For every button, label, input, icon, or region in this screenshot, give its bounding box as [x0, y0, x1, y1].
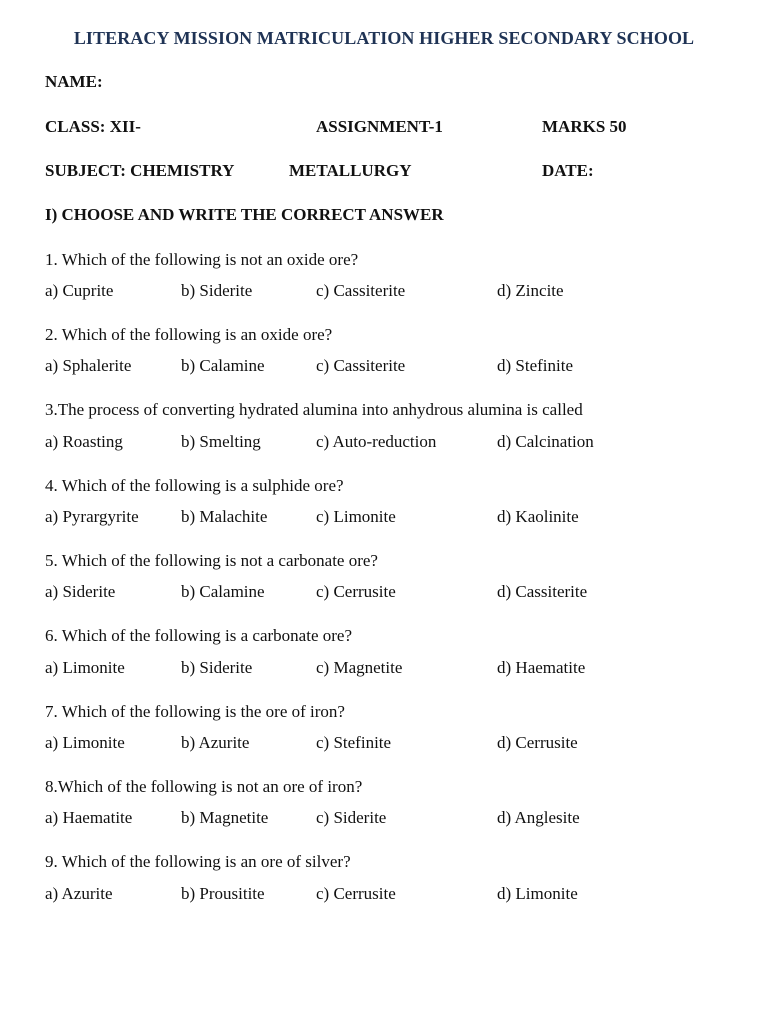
option-b: b) Azurite	[181, 733, 250, 752]
option-d: d) Anglesite	[497, 808, 580, 827]
name-label: NAME:	[45, 72, 103, 91]
option-a: a) Sphalerite	[45, 356, 132, 375]
option-c: c) Auto-reduction	[316, 432, 437, 451]
option-c: c) Cerrusite	[316, 582, 396, 601]
option-c: c) Siderite	[316, 808, 387, 827]
question-text: 9. Which of the following is an ore of silver?	[45, 852, 351, 871]
option-d: d) Kaolinite	[497, 507, 579, 526]
option-a: a) Roasting	[45, 432, 123, 451]
question-text: 1. Which of the following is not an oxide ore?	[45, 250, 359, 269]
option-c: c) Cassiterite	[316, 356, 406, 375]
option-a: a) Limonite	[45, 658, 125, 677]
option-b: b) Calamine	[181, 582, 265, 601]
question-text: 5. Which of the following is not a carbonate ore?	[45, 551, 378, 570]
option-b: b) Malachite	[181, 507, 268, 526]
school-title: LITERACY MISSION MATRICULATION HIGHER SECONDARY SCHOOL	[73, 28, 695, 48]
option-b: b) Prousitite	[181, 884, 265, 903]
option-a: a) Pyrargyrite	[45, 507, 139, 526]
section-title: I) CHOOSE AND WRITE THE CORRECT ANSWER	[45, 205, 444, 224]
option-d: d) Cassiterite	[497, 582, 588, 601]
option-d: d) Stefinite	[497, 356, 574, 375]
option-d: d) Cerrusite	[497, 733, 578, 752]
option-b: b) Calamine	[181, 356, 265, 375]
option-d: d) Zincite	[497, 281, 564, 300]
topic-label: METALLURGY	[289, 161, 412, 180]
option-a: a) Siderite	[45, 582, 116, 601]
option-b: b) Smelting	[181, 432, 261, 451]
date-label: DATE:	[542, 161, 594, 180]
marks-label: MARKS 50	[542, 117, 627, 136]
subject-label: SUBJECT: CHEMISTRY	[45, 161, 235, 180]
option-d: d) Calcination	[497, 432, 594, 451]
option-a: a) Azurite	[45, 884, 113, 903]
question-text: 4. Which of the following is a sulphide ore?	[45, 476, 344, 495]
question-text: 8.Which of the following is not an ore of iron?	[45, 777, 363, 796]
option-c: c) Limonite	[316, 507, 396, 526]
option-c: c) Magnetite	[316, 658, 403, 677]
question-text: 3.The process of converting hydrated alumina into anhydrous alumina is called	[45, 400, 583, 419]
option-b: b) Siderite	[181, 658, 253, 677]
option-c: c) Cerrusite	[316, 884, 396, 903]
option-b: b) Siderite	[181, 281, 253, 300]
option-a: a) Cuprite	[45, 281, 114, 300]
option-b: b) Magnetite	[181, 808, 269, 827]
option-d: d) Haematite	[497, 658, 586, 677]
option-c: c) Stefinite	[316, 733, 392, 752]
question-text: 6. Which of the following is a carbonate ore?	[45, 626, 352, 645]
class-label: CLASS: XII-	[45, 117, 141, 136]
assignment-label: ASSIGNMENT-1	[316, 117, 443, 136]
question-text: 7. Which of the following is the ore of iron?	[45, 702, 345, 721]
option-d: d) Limonite	[497, 884, 578, 903]
question-text: 2. Which of the following is an oxide ore?	[45, 325, 333, 344]
option-c: c) Cassiterite	[316, 281, 406, 300]
option-a: a) Haematite	[45, 808, 133, 827]
option-a: a) Limonite	[45, 733, 125, 752]
